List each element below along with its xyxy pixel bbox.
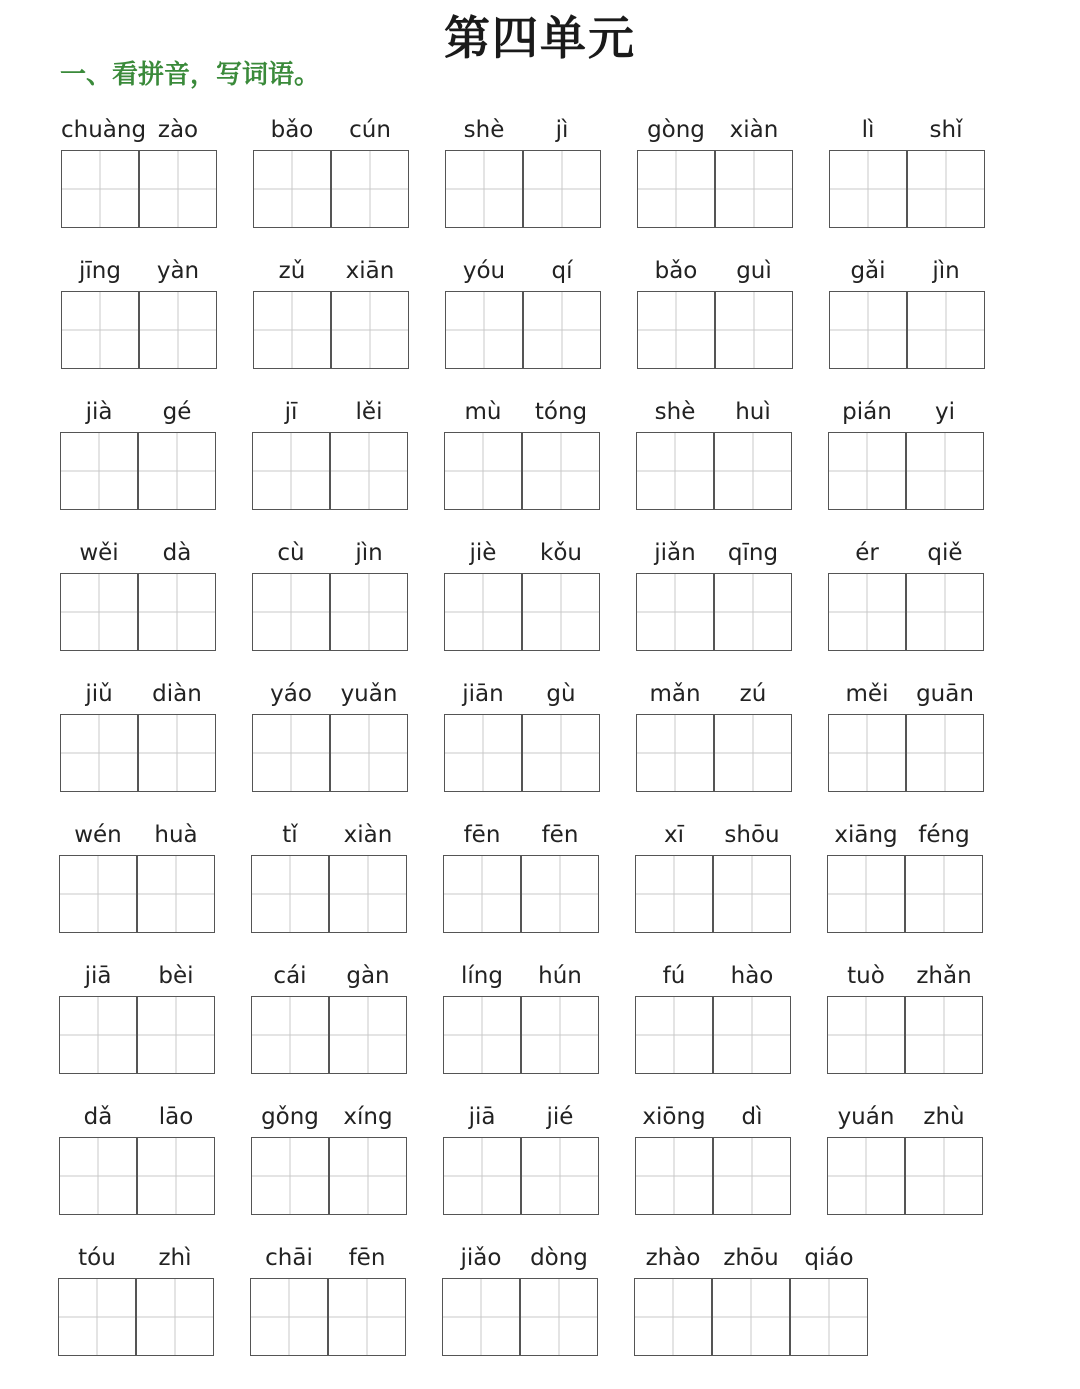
writing-cell[interactable] bbox=[712, 1278, 790, 1356]
writing-cell[interactable] bbox=[445, 150, 523, 228]
writing-cell[interactable] bbox=[329, 1137, 407, 1215]
writing-cell[interactable] bbox=[60, 714, 138, 792]
writing-cell[interactable] bbox=[250, 1278, 328, 1356]
writing-cell[interactable] bbox=[138, 432, 216, 510]
pinyin-syllable: bèi bbox=[158, 963, 194, 989]
pinyin-syllable: qiě bbox=[927, 540, 963, 566]
pinyin-syllable: jiǔ bbox=[85, 681, 113, 707]
writing-cell[interactable] bbox=[905, 855, 983, 933]
pinyin-syllable: zhì bbox=[158, 1245, 192, 1271]
pinyin-syllable: xī bbox=[663, 822, 684, 848]
pinyin-syllable: jiǎo bbox=[460, 1245, 502, 1271]
writing-cell[interactable] bbox=[829, 291, 907, 369]
pinyin-syllable: xiàn bbox=[729, 117, 779, 143]
writing-cell[interactable] bbox=[59, 1137, 137, 1215]
pinyin-syllable: gé bbox=[162, 399, 192, 425]
pinyin-syllable: fēn bbox=[541, 822, 579, 848]
writing-cell[interactable] bbox=[636, 432, 714, 510]
writing-cell[interactable] bbox=[713, 996, 791, 1074]
pinyin-syllable: gù bbox=[546, 681, 576, 707]
pinyin-syllable: tuò bbox=[847, 963, 885, 989]
writing-cell[interactable] bbox=[905, 1137, 983, 1215]
pinyin-syllable: cù bbox=[277, 540, 305, 566]
pinyin-syllable: gǎi bbox=[850, 258, 886, 284]
writing-cell[interactable] bbox=[139, 291, 217, 369]
pinyin-syllable: guì bbox=[736, 258, 772, 284]
pinyin-syllable: gòng bbox=[647, 117, 705, 143]
pinyin-syllable: chāi bbox=[265, 1245, 313, 1271]
pinyin-syllable: shè bbox=[654, 399, 696, 425]
writing-cell[interactable] bbox=[138, 714, 216, 792]
pinyin-syllable: jiā bbox=[84, 963, 112, 989]
pinyin-syllable: gǒng bbox=[261, 1104, 319, 1130]
pinyin-syllable: yuán bbox=[837, 1104, 895, 1130]
pinyin-syllable: guān bbox=[916, 681, 974, 707]
pinyin-syllable: lì bbox=[861, 117, 875, 143]
pinyin-syllable: wén bbox=[74, 822, 122, 848]
writing-cell[interactable] bbox=[713, 1137, 791, 1215]
pinyin-syllable: qí bbox=[551, 258, 573, 284]
pinyin-syllable: shōu bbox=[724, 822, 780, 848]
writing-cell[interactable] bbox=[828, 573, 906, 651]
pinyin-syllable: xíng bbox=[343, 1104, 393, 1130]
pinyin-syllable: xiāng bbox=[834, 822, 898, 848]
writing-cell[interactable] bbox=[828, 432, 906, 510]
pinyin-syllable: shǐ bbox=[929, 117, 963, 143]
writing-cell[interactable] bbox=[60, 573, 138, 651]
pinyin-syllable: yi bbox=[934, 399, 955, 425]
writing-cell[interactable] bbox=[253, 291, 331, 369]
pinyin-syllable: cái bbox=[273, 963, 307, 989]
writing-cell[interactable] bbox=[637, 291, 715, 369]
pinyin-syllable: zhào bbox=[645, 1245, 701, 1271]
pinyin-syllable: tǐ bbox=[282, 822, 298, 848]
pinyin-syllable: huà bbox=[154, 822, 198, 848]
writing-cell[interactable] bbox=[634, 1278, 712, 1356]
writing-cell[interactable] bbox=[252, 432, 330, 510]
writing-cell[interactable] bbox=[715, 150, 793, 228]
pinyin-syllable: lěi bbox=[355, 399, 383, 425]
writing-cell[interactable] bbox=[331, 291, 409, 369]
writing-cell[interactable] bbox=[714, 714, 792, 792]
writing-cell[interactable] bbox=[635, 855, 713, 933]
writing-cell[interactable] bbox=[61, 150, 139, 228]
page-title: 第四单元 bbox=[444, 11, 636, 65]
pinyin-syllable: dà bbox=[162, 540, 192, 566]
writing-cell[interactable] bbox=[330, 714, 408, 792]
pinyin-syllable: cún bbox=[349, 117, 391, 143]
pinyin-syllable: yàn bbox=[156, 258, 200, 284]
writing-cell[interactable] bbox=[136, 1278, 214, 1356]
writing-cell[interactable] bbox=[636, 714, 714, 792]
writing-cell[interactable] bbox=[328, 1278, 406, 1356]
writing-cell[interactable] bbox=[444, 432, 522, 510]
pinyin-syllable: dǎ bbox=[83, 1104, 113, 1130]
pinyin-syllable: shè bbox=[463, 117, 505, 143]
pinyin-syllable: měi bbox=[845, 681, 889, 707]
writing-cell[interactable] bbox=[635, 1137, 713, 1215]
pinyin-syllable: dì bbox=[741, 1104, 763, 1130]
writing-cell[interactable] bbox=[906, 432, 984, 510]
pinyin-syllable: pián bbox=[842, 399, 892, 425]
pinyin-syllable: jìn bbox=[355, 540, 383, 566]
writing-cell[interactable] bbox=[905, 996, 983, 1074]
writing-cell[interactable] bbox=[329, 855, 407, 933]
writing-cell[interactable] bbox=[445, 291, 523, 369]
pinyin-syllable: hào bbox=[730, 963, 774, 989]
writing-cell[interactable] bbox=[443, 996, 521, 1074]
pinyin-syllable: zào bbox=[157, 117, 199, 143]
writing-cell[interactable] bbox=[443, 1137, 521, 1215]
pinyin-syllable: líng bbox=[461, 963, 503, 989]
pinyin-syllable: jié bbox=[546, 1104, 574, 1130]
writing-cell[interactable] bbox=[636, 573, 714, 651]
pinyin-syllable: zú bbox=[739, 681, 767, 707]
writing-cell[interactable] bbox=[330, 573, 408, 651]
writing-cell[interactable] bbox=[251, 855, 329, 933]
pinyin-syllable: yóu bbox=[462, 258, 506, 284]
writing-cell[interactable] bbox=[521, 855, 599, 933]
pinyin-syllable: bǎo bbox=[270, 117, 314, 143]
writing-cell[interactable] bbox=[60, 432, 138, 510]
writing-cell[interactable] bbox=[59, 855, 137, 933]
writing-cell[interactable] bbox=[715, 291, 793, 369]
writing-cell[interactable] bbox=[906, 714, 984, 792]
pinyin-syllable: ér bbox=[855, 540, 879, 566]
writing-cell[interactable] bbox=[523, 150, 601, 228]
writing-cell[interactable] bbox=[253, 150, 331, 228]
pinyin-syllable: diàn bbox=[152, 681, 202, 707]
pinyin-syllable: zhōu bbox=[723, 1245, 779, 1271]
pinyin-syllable: gàn bbox=[346, 963, 390, 989]
writing-cell[interactable] bbox=[58, 1278, 136, 1356]
writing-cell[interactable] bbox=[329, 996, 407, 1074]
writing-cell[interactable] bbox=[137, 1137, 215, 1215]
section-heading: 一、看拼音，写词语。 bbox=[60, 60, 321, 90]
writing-cell[interactable] bbox=[907, 291, 985, 369]
writing-cell[interactable] bbox=[442, 1278, 520, 1356]
pinyin-syllable: zhù bbox=[923, 1104, 965, 1130]
pinyin-syllable: jià bbox=[85, 399, 113, 425]
writing-cell[interactable] bbox=[61, 291, 139, 369]
pinyin-syllable: jiā bbox=[468, 1104, 496, 1130]
pinyin-syllable: huì bbox=[735, 399, 771, 425]
writing-cell[interactable] bbox=[330, 432, 408, 510]
writing-cell[interactable] bbox=[521, 996, 599, 1074]
writing-cell[interactable] bbox=[714, 432, 792, 510]
pinyin-syllable: féng bbox=[918, 822, 970, 848]
pinyin-syllable: yáo bbox=[270, 681, 312, 707]
writing-cell[interactable] bbox=[252, 714, 330, 792]
pinyin-syllable: jì bbox=[555, 117, 569, 143]
pinyin-syllable: jiǎn bbox=[654, 540, 696, 566]
writing-cell[interactable] bbox=[790, 1278, 868, 1356]
writing-cell[interactable] bbox=[137, 996, 215, 1074]
writing-cell[interactable] bbox=[522, 714, 600, 792]
pinyin-syllable: lāo bbox=[158, 1104, 194, 1130]
pinyin-syllable: kǒu bbox=[540, 540, 582, 566]
writing-cell[interactable] bbox=[444, 714, 522, 792]
pinyin-syllable: chuàng bbox=[61, 117, 147, 143]
writing-cell[interactable] bbox=[251, 1137, 329, 1215]
pinyin-syllable: qīng bbox=[727, 540, 779, 566]
writing-cell[interactable] bbox=[828, 714, 906, 792]
writing-cell[interactable] bbox=[443, 855, 521, 933]
writing-cell[interactable] bbox=[59, 996, 137, 1074]
writing-cell[interactable] bbox=[637, 150, 715, 228]
writing-cell[interactable] bbox=[521, 1137, 599, 1215]
pinyin-syllable: wěi bbox=[79, 540, 119, 566]
writing-cell[interactable] bbox=[906, 573, 984, 651]
writing-cell[interactable] bbox=[713, 855, 791, 933]
pinyin-syllable: mǎn bbox=[649, 681, 701, 707]
pinyin-syllable: xiōng bbox=[642, 1104, 706, 1130]
writing-cell[interactable] bbox=[139, 150, 217, 228]
pinyin-syllable: jìn bbox=[932, 258, 960, 284]
writing-cell[interactable] bbox=[827, 1137, 905, 1215]
pinyin-syllable: fú bbox=[662, 963, 686, 989]
pinyin-syllable: jī bbox=[284, 399, 298, 425]
writing-cell[interactable] bbox=[827, 996, 905, 1074]
writing-cell[interactable] bbox=[522, 573, 600, 651]
pinyin-syllable: jīng bbox=[79, 258, 121, 284]
pinyin-syllable: mù bbox=[464, 399, 502, 425]
pinyin-syllable: fēn bbox=[463, 822, 501, 848]
pinyin-syllable: xiān bbox=[345, 258, 395, 284]
writing-cell[interactable] bbox=[444, 573, 522, 651]
writing-cell[interactable] bbox=[827, 855, 905, 933]
writing-cell[interactable] bbox=[252, 573, 330, 651]
pinyin-syllable: zǔ bbox=[278, 258, 306, 284]
writing-cell[interactable] bbox=[829, 150, 907, 228]
pinyin-syllable: xiàn bbox=[343, 822, 393, 848]
pinyin-syllable: yuǎn bbox=[340, 681, 398, 707]
pinyin-syllable: tóng bbox=[534, 399, 588, 425]
writing-cell[interactable] bbox=[138, 573, 216, 651]
writing-cell[interactable] bbox=[635, 996, 713, 1074]
writing-cell[interactable] bbox=[520, 1278, 598, 1356]
writing-cell[interactable] bbox=[251, 996, 329, 1074]
pinyin-syllable: jiè bbox=[469, 540, 497, 566]
writing-cell[interactable] bbox=[331, 150, 409, 228]
writing-cell[interactable] bbox=[714, 573, 792, 651]
pinyin-syllable: fēn bbox=[348, 1245, 386, 1271]
pinyin-syllable: zhǎn bbox=[916, 963, 972, 989]
writing-cell[interactable] bbox=[523, 291, 601, 369]
pinyin-syllable: dòng bbox=[530, 1245, 588, 1271]
writing-cell[interactable] bbox=[522, 432, 600, 510]
pinyin-syllable: hún bbox=[538, 963, 582, 989]
pinyin-syllable: tóu bbox=[78, 1245, 116, 1271]
pinyin-syllable: jiān bbox=[462, 681, 504, 707]
pinyin-syllable: qiáo bbox=[804, 1245, 854, 1271]
writing-cell[interactable] bbox=[137, 855, 215, 933]
writing-cell[interactable] bbox=[907, 150, 985, 228]
pinyin-syllable: bǎo bbox=[654, 258, 698, 284]
